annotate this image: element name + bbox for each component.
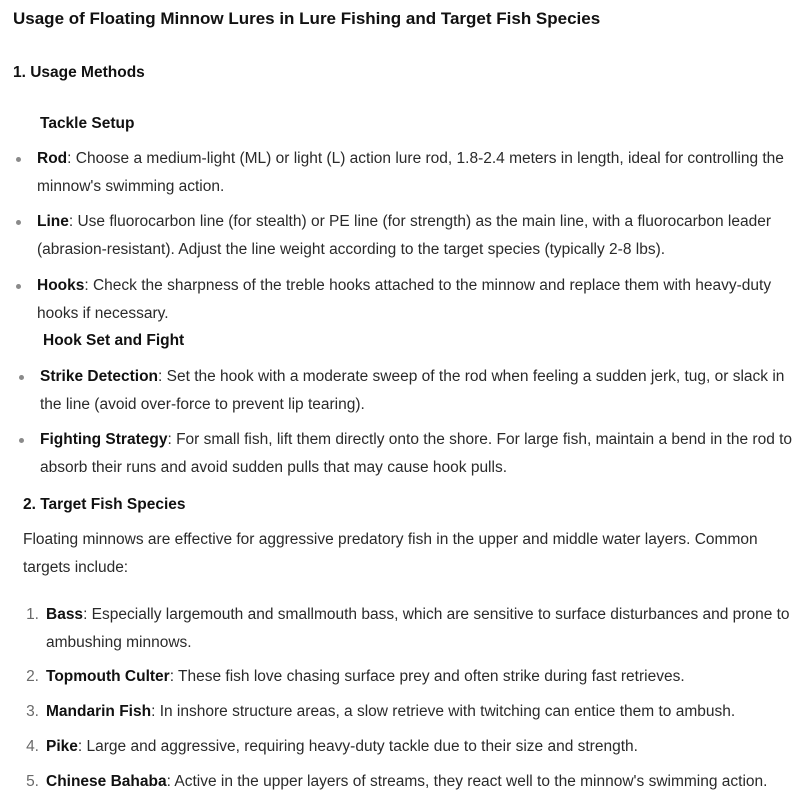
- list-item-text: : Use fluorocarbon line (for stealth) or PE line (for strength) as the main line, with a fluorocarbon leader (abrasion-resistant). Adjust the line weight according to the target species (typically 2-8 lbs).: [37, 213, 772, 258]
- list-item-term: Hooks: [37, 277, 85, 294]
- list-item-term: Rod: [37, 150, 68, 167]
- list-item-text: : Large and aggressive, requiring heavy-duty tackle due to their size and strength.: [77, 738, 638, 755]
- document-title: Usage of Floating Minnow Lures in Lure Fishing and Target Fish Species: [13, 9, 601, 28]
- list-number-marker: 1.: [26, 606, 39, 623]
- list-number-marker: 3.: [26, 703, 39, 720]
- list-item-text: : For small fish, lift them directly onto the shore. For large fish, maintain a bend in the rod to absorb their runs and avoid sudden pulls that may cause hook pulls.: [40, 431, 793, 476]
- list-item-bass: [46, 601, 791, 657]
- list-item-fighting-strategy: [40, 426, 795, 482]
- list-number-marker: 4.: [26, 738, 39, 755]
- list-item-text: : Active in the upper layers of streams, they react well to the minnow's swimming action.: [166, 773, 768, 790]
- list-item-text: : Choose a medium-light (ML) or light (L) action lure rod, 1.8-2.4 meters in length, ideal for controlling the minnow's swimming action.: [37, 150, 784, 195]
- list-item-term: Fighting Strategy: [40, 431, 168, 448]
- list-item-text: : Especially largemouth and smallmouth bass, which are sensitive to surface disturbances and prone to ambushing minnows.: [46, 606, 790, 651]
- list-item-chinese-bahaba: [46, 768, 791, 796]
- list-item-term: Strike Detection: [40, 368, 159, 385]
- list-item-strike-detection: [40, 363, 790, 419]
- list-item-term: Bass: [46, 606, 84, 623]
- list-item-text: : In inshore structure areas, a slow retrieve with twitching can entice them to ambush.: [151, 703, 736, 720]
- list-item-term: Line: [37, 213, 69, 230]
- list-item-text: : Check the sharpness of the treble hooks attached to the minnow and replace them with heavy-duty hooks if necessary.: [37, 277, 772, 322]
- section-heading-target-fish-species: 2. Target Fish Species: [23, 496, 186, 513]
- list-item-line: [37, 208, 787, 264]
- list-item-term: Mandarin Fish: [46, 703, 152, 720]
- bullet-marker: [19, 438, 24, 443]
- list-item-text: : Set the hook with a moderate sweep of the rod when feeling a sudden jerk, tug, or slack in the line (avoid over-force to prevent lip tearing).: [40, 368, 785, 413]
- section-heading-usage-methods: 1. Usage Methods: [13, 64, 145, 81]
- list-item-mandarin-fish: [46, 698, 791, 726]
- list-item-term: Topmouth Culter: [46, 668, 170, 685]
- bullet-marker: [16, 157, 21, 162]
- list-item-topmouth-culter: [46, 663, 791, 691]
- list-item-rod: [37, 145, 787, 201]
- subheading-hook-set-and-fight: Hook Set and Fight: [43, 332, 185, 349]
- list-item-hooks: [37, 272, 787, 328]
- subheading-tackle-setup: Tackle Setup: [40, 115, 135, 132]
- list-item-text: : These fish love chasing surface prey and often strike during fast retrieves.: [169, 668, 685, 685]
- section-intro-paragraph: Floating minnows are effective for aggressive predatory fish in the upper and middle water layers. Common targets include:: [23, 531, 758, 576]
- list-item-term: Pike: [46, 738, 78, 755]
- list-item-pike: [46, 733, 791, 761]
- bullet-marker: [16, 220, 21, 225]
- list-number-marker: 5.: [26, 773, 39, 790]
- bullet-marker: [16, 284, 21, 289]
- list-number-marker: 2.: [26, 668, 39, 685]
- bullet-marker: [19, 375, 24, 380]
- list-item-term: Chinese Bahaba: [46, 773, 167, 790]
